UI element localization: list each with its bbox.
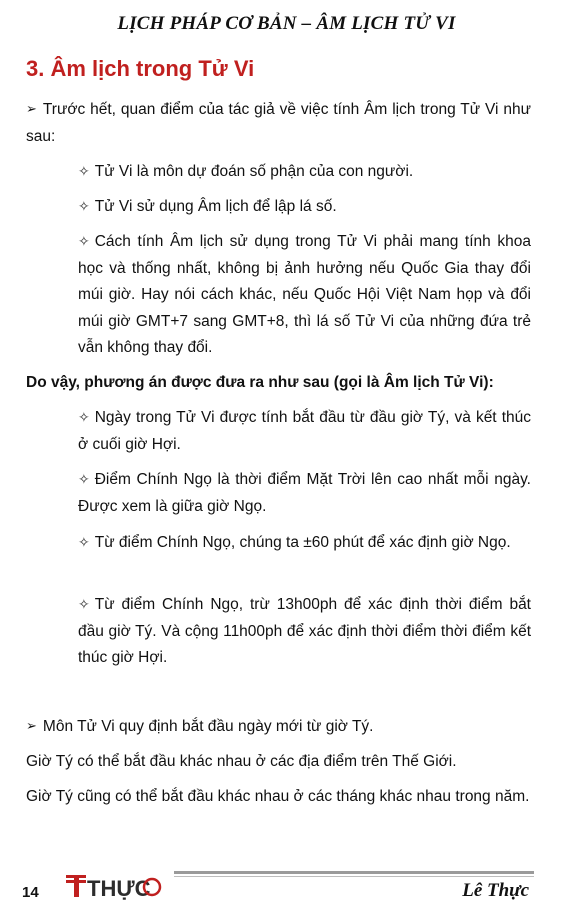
- four-point-star-icon: ✧: [78, 534, 90, 550]
- note-paragraph: Giờ Tý cũng có thể bắt đầu khác nhau ở các tháng khác nhau trong năm.: [26, 788, 530, 805]
- four-point-star-icon: ✧: [78, 471, 90, 487]
- four-point-star-icon: ✧: [78, 596, 90, 612]
- list-item-text: Từ điểm Chính Ngọ, chúng ta ±60 phút để xác định giờ Ngọ.: [94, 534, 511, 551]
- list-item: [78, 228, 531, 362]
- section-title: 3. Âm lịch trong Tử Vi: [26, 56, 255, 81]
- arrow-bullet-icon: ➢: [26, 101, 37, 116]
- list-item-text: Điểm Chính Ngọ là thời điểm Mặt Trời lên cao nhất mỗi ngày. Được xem là giữa giờ Ngọ.: [78, 471, 531, 515]
- note-paragraph: Giờ Tý có thể bắt đầu khác nhau ở các địa điểm trên Thế Giới.: [26, 753, 457, 770]
- list-item: [78, 158, 531, 186]
- four-point-star-icon: ✧: [78, 198, 90, 214]
- arrow-bullet-icon: ➢: [26, 718, 37, 733]
- list-item-text: Từ điểm Chính Ngọ, trừ 13h00ph để xác định thời điểm bắt đầu giờ Tý. Và cộng 11h00ph để xác định thời điểm thời điểm kết thúc giờ Hợi.: [78, 596, 531, 666]
- list-item: [78, 193, 531, 221]
- footer-rule-thin: [174, 876, 534, 877]
- list-item-text: Tử Vi sử dụng Âm lịch để lập lá số.: [94, 198, 337, 215]
- four-point-star-icon: ✧: [78, 163, 90, 179]
- list-item-text: Ngày trong Tử Vi được tính bắt đầu từ đầu giờ Tý, và kết thúc ở cuối giờ Hợi.: [78, 409, 531, 453]
- plan-heading: Do vậy, phương án được đưa ra như sau (gọi là Âm lịch Tử Vi):: [26, 374, 494, 391]
- four-point-star-icon: ✧: [78, 409, 90, 425]
- four-point-star-icon: ✧: [78, 233, 90, 249]
- footer-rule: [174, 871, 534, 874]
- rule-paragraph: [26, 714, 531, 741]
- page-header: LỊCH PHÁP CƠ BẢN – ÂM LỊCH TỬ VI: [117, 13, 456, 34]
- list-item-text: Tử Vi là môn dự đoán số phận của con người.: [94, 163, 414, 180]
- page-number: 14: [22, 884, 39, 901]
- list-item: [78, 404, 531, 458]
- intro-paragraph: [26, 97, 531, 150]
- list-item: [78, 466, 531, 520]
- rule-text: Môn Tử Vi quy định bắt đầu ngày mới từ giờ Tý.: [42, 718, 374, 735]
- author-name: Lê Thực: [462, 880, 529, 901]
- intro-text: Trước hết, quan điểm của tác giả về việc tính Âm lịch trong Tử Vi như sau:: [26, 101, 531, 145]
- list-item: [78, 591, 531, 672]
- list-item: [78, 529, 531, 557]
- thuc-logo: [66, 870, 166, 902]
- logo-text: THỰC: [87, 876, 151, 901]
- list-item-text: Cách tính Âm lịch sử dụng trong Tử Vi phải mang tính khoa học và thống nhất, không bị ảnh hưởng nếu Quốc Gia thay đổi múi giờ. Hay nói cách khác, nếu Quốc Hội Việt Nam họp và đổi múi giờ GMT+7 sang GMT+8, thì lá số Tử Vi của những đứa trẻ vẫn không thay đổi.: [78, 233, 531, 356]
